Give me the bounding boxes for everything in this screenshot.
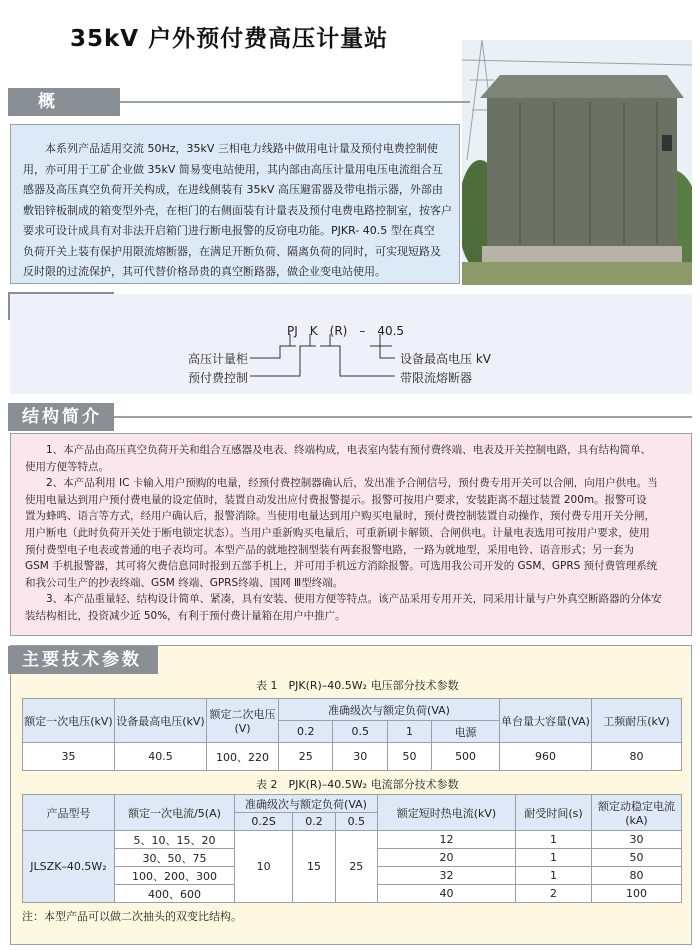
t1-cell: 25 xyxy=(279,743,333,771)
t2-time: 2 xyxy=(516,885,592,903)
t2-header-current: 额定一次电流/5(A) xyxy=(115,795,235,831)
structure-line: 和我公司生产的抄表终端、GSM 终端、GPRS终端、国网 Ⅲ型终端。 xyxy=(25,576,344,589)
t1-cell: 100、220 xyxy=(207,743,279,771)
t1-cell: 30 xyxy=(333,743,387,771)
t1-cell: 960 xyxy=(500,743,592,771)
section-divider xyxy=(120,101,470,103)
t2-header-model: 产品型号 xyxy=(23,795,115,831)
section-divider xyxy=(114,416,692,418)
footnote: 注：本型产品可以做二次抽头的双变比结构。 xyxy=(22,910,242,923)
overview-line: 要求可设计成具有对非法开启箱门进行断电报警的反窃电功能。PJKR- 40.5 型在真空 xyxy=(23,224,435,237)
t2-acc-col: 0.5 xyxy=(335,813,377,831)
structure-line: 3、本产品重量轻、结构设计简单、紧凑，具有安装、使用方便等特点。该产品采用专用开关，同采用计量与户外真空断路器的分体安 xyxy=(25,593,662,606)
t2-dynamic: 80 xyxy=(592,867,682,885)
t2-acc-val: 15 xyxy=(293,831,335,903)
table1-caption: 表 1 PJK(R)–40.5W₂ 电压部分技术参数 xyxy=(256,679,459,692)
t2-current: 400、600 xyxy=(115,885,235,903)
structure-line: 预付费型电子电表或普通的电子表均可。本型产品的就地控制型装有两套报警电路，一路为就地型，采用电铃、语音形式；另一套为 xyxy=(25,543,634,556)
overview-line: 负荷开关上装有保护用限流熔断器，在满足开断负荷、隔离负荷的同时，可实现短路及 xyxy=(23,244,441,258)
t2-short: 20 xyxy=(378,849,516,867)
table1 xyxy=(22,698,682,771)
t1-cell: 500 xyxy=(432,743,500,771)
t2-time: 1 xyxy=(516,849,592,867)
t2-time: 1 xyxy=(516,831,592,849)
overview-text xyxy=(23,139,451,283)
section-title-params: 主要技术参数 xyxy=(8,646,158,674)
t2-header-time: 耐受时间(s) xyxy=(516,795,592,831)
structure-line: 置为蜂鸣、语言等方式，经用户确认后，报警消除。当使用电量达到用户购买电量时，预付费控制装置自动操作，预付费专用开关分闸， xyxy=(25,510,655,523)
t1-header-accuracy: 准确级次与额定负荷(VA) xyxy=(279,699,500,721)
t1-acc-col: 1 xyxy=(387,721,431,743)
t2-short: 32 xyxy=(378,867,516,885)
t2-dynamic: 30 xyxy=(592,831,682,849)
t2-header-short: 额定短时热电流(kV) xyxy=(378,795,516,831)
t1-cell: 35 xyxy=(23,743,115,771)
label-prepay-control: 预付费控制 xyxy=(188,371,249,385)
table2-caption: 表 2 PJK(R)–40.5W₂ 电流部分技术参数 xyxy=(256,778,459,791)
t2-acc-val: 10 xyxy=(235,831,293,903)
model-code: PJ K (R) – 40.5 xyxy=(287,324,405,338)
t1-cell: 50 xyxy=(387,743,431,771)
t2-current: 5、10、15、20 xyxy=(115,831,235,849)
overview-line: 敷铝锌板制成的箱变型外壳，在柜门的右侧面装有计量表及预付电费电路控制室，按客户 xyxy=(23,203,452,217)
t1-header-capacity: 单台量大容量(VA) xyxy=(500,699,592,743)
label-max-voltage: 设备最高电压 kV xyxy=(400,352,491,366)
t1-cell: 40.5 xyxy=(115,743,207,771)
t1-acc-col: 电源 xyxy=(432,721,500,743)
t2-dynamic: 50 xyxy=(592,849,682,867)
t2-short: 40 xyxy=(378,885,516,903)
structure-line: 2、本产品利用 IC 卡输入用户预购的电量，经预付费控制器确认后，发出准予合闸信号，预付费专用开关可以合闸，向用户供电。当 xyxy=(25,477,658,490)
overview-line: 感器及高压真空负荷开关构成，在进线侧装有 35kV 高压避雷器及带电指示器，外部由 xyxy=(23,183,443,196)
t1-header-withstand: 工频耐压(kV) xyxy=(592,699,682,743)
station-photo xyxy=(462,40,692,285)
t1-header-rated-secondary: 额定二次电压(V) xyxy=(207,699,279,743)
section-title-structure: 结构简介 xyxy=(8,403,114,431)
t2-model: JLSZK–40.5W₂ xyxy=(23,831,115,903)
t2-time: 1 xyxy=(516,867,592,885)
structure-line: 用户断电（此时负荷开关处于断电锁定状态）。当用户重新购买电量后，可重新刷卡解锁、合闸供电。计量电表选用可按用户要求，使用 xyxy=(25,526,650,539)
structure-line: GSM 手机报警器，其可将欠费信息同时报到五部手机上，并可用手机远方消除报警。可选用我公司开发的 GSM、GPRS 预付费管理系统 xyxy=(25,560,658,573)
structure-line: 使用方便等特点。 xyxy=(25,460,109,473)
t2-acc-col: 0.2S xyxy=(235,813,293,831)
t1-header-rated-primary: 额定一次电压(kV) xyxy=(23,699,115,743)
overview-line: 用，亦可用于工矿企业做 35kV 简易变电站使用，其内部由高压计量用电压电流组合互 xyxy=(23,162,443,176)
overview-panel xyxy=(10,124,460,284)
t2-acc-col: 0.2 xyxy=(293,813,335,831)
overview-line: 反时限的过流保护，其可代替价格昂贵的真空断路器，做企业变电站使用。 xyxy=(23,265,386,278)
t2-header-dynamic: 额定动稳定电流(kA) xyxy=(592,795,682,831)
t1-acc-col: 0.5 xyxy=(333,721,387,743)
structure-line: 1、本产品由高压真空负荷开关和组合互感器及电表、终端构成，电表室内装有预付费终端、电表及开关控制电路，具有结构简单、 xyxy=(25,444,652,456)
section-title-overview: 概 xyxy=(8,88,120,116)
t1-acc-col: 0.2 xyxy=(279,721,333,743)
t2-current: 30、50、75 xyxy=(115,849,235,867)
structure-line: 使用电量达到用户预付费电量的设定值时，装置自动发出应付费报警提示。报警可按用户要求，安装距离不超过装置 200m。报警可设 xyxy=(25,493,647,506)
structure-text xyxy=(25,442,685,625)
overview-line: 本系列产品适用交流 50Hz，35kV 三相电力线路中做用电计量及预付电费控制使 xyxy=(23,142,438,155)
structure-panel xyxy=(10,433,692,636)
t2-short: 12 xyxy=(378,831,516,849)
t2-current: 100、200、300 xyxy=(115,867,235,885)
label-fuse: 带限流熔断器 xyxy=(400,371,473,385)
t1-header-max-voltage: 设备最高电压(kV) xyxy=(115,699,207,743)
table2 xyxy=(22,794,682,903)
t2-acc-val: 25 xyxy=(335,831,377,903)
t2-header-accuracy: 准确级次与额定负荷(VA) xyxy=(235,795,378,813)
t1-cell: 80 xyxy=(592,743,682,771)
structure-line: 装结构相比，投资减少近 50%，有利于预付费计量箱在用户中推广。 xyxy=(25,609,346,622)
t2-dynamic: 100 xyxy=(592,885,682,903)
page-title: 35kV 户外预付费高压计量站 xyxy=(70,26,389,52)
label-metering-cabinet: 高压计量柜 xyxy=(188,352,249,366)
